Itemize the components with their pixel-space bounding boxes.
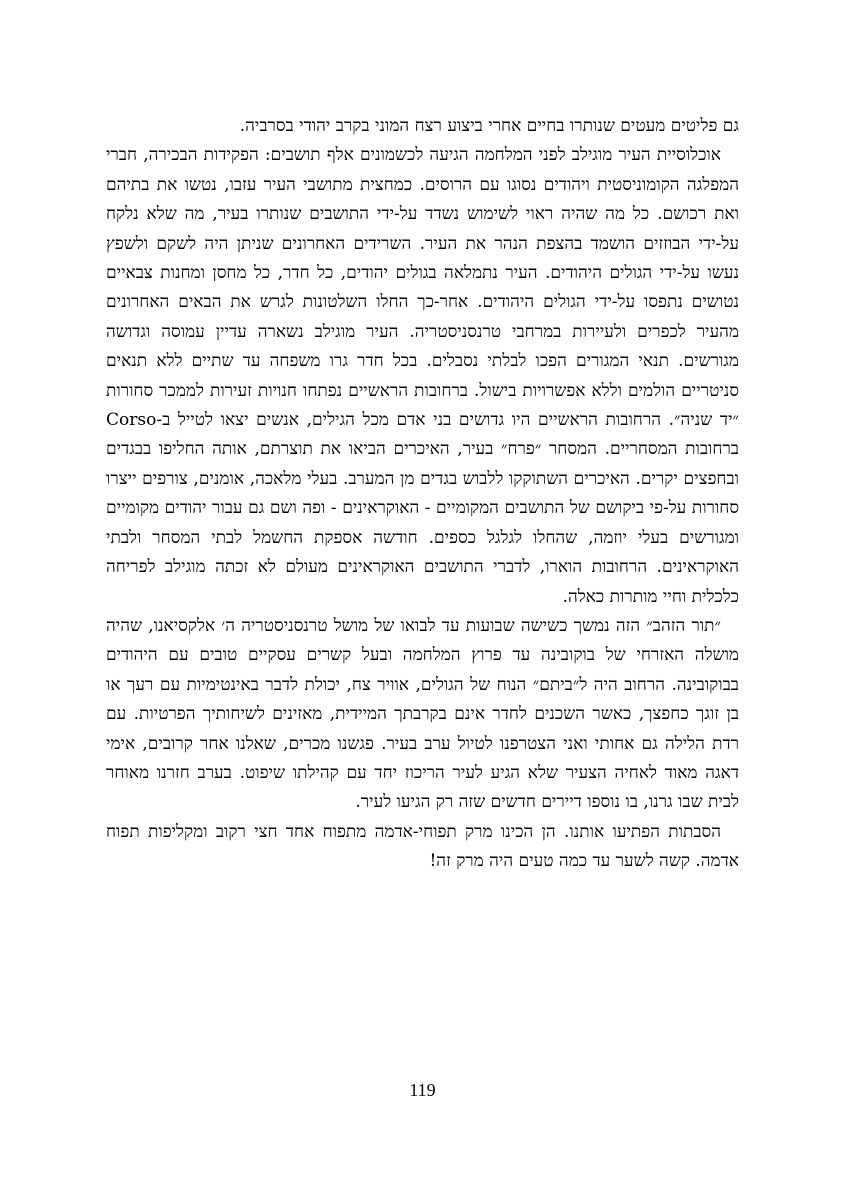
page-number: 119 (409, 1080, 436, 1100)
paragraph: הסבתות הפתיעו אותנו. הן הכינו מרק תפוחי-אדמה מתפוח אחד חצי רקוב ומקליפות תפוח אדמה. קשה לשער עד כמה טעים היה מרק זה! (106, 821, 739, 872)
paragraph: גם פליטים מעטים שנותרו בחיים אחרי ביצוע רצח המוני בקרב יהודי בסרביה. (239, 116, 739, 136)
paragraph: אוכלוסיית העיר מוגילב לפני המלחמה הגיעה לכשמונים אלף תושבים: הפקידות הבכירה, חברי המפלגה הקומוניסטית ויהודים נסוגו עם הרוסים. כמחצית מתושבי העיר עזבו, נטשו את בתיהם ואת רכושם. כל מה שהיה ראוי לשימוש נשדד על-ידי התושבים שנותרו בעיר, מה שלא נלקח על-ידי הבוזזים הושמד בהצפת הנהר את העיר. השרידים האחרונים שניתן היה לשקם ולשפץ נעשו על-ידי הגולים היהודים. העיר נתמלאה בגולים יהודים, כל חדר, כל מחסן ומחנות צבאיים נטושים נתפסו על-ידי הגולים היהודים. אחר-כך החלו השלטונות לגרש את הבאים האחרונים מהעיר לכפרים ולעיירות במרחבי טרנסניסטריה. העיר מוגילב נשארה עדיין עמוסה וגדושה מגורשים. תנאי המגורים הפכו לבלתי נסבלים. בכל חדר גרו משפחה עד שתיים ללא תנאים סניטריים הולמים וללא אפשרויות בישול. ברחובות הראשיים נפתחו חנויות זעירות לממכר סחורות ״יד שניה״. הרחובות הראשיים היו גדושים בני אדם מכל הגילים, אנשים יצאו לטייל ב-Corso ברחובות המסחריים. המסחר ״פרח״ בעיר, האיכרים הביאו את תוצרתם, אותה החליפו בבגדים ובחפצים יקרים. האיכרים השתוקקו ללבוש בגדים מן המערב. בעלי מלאכה, אומנים, צורפים ייצרו סחורות על-פי ביקושם של התושבים המקומיים - האוקראינים - ופה ושם גם עבור יהודים מקומיים ומגורשים בעלי יוזמה, שהחלו לגלגל כספים. חודשה אספקת החשמל לבתי המסחר ולבתי האוקראינים. הרחובות הוארו, לדברי התושבים האוקראינים מעולם לא זכתה מוגילב לפריחה כלכלית וחיי מותרות כאלה. (106, 145, 740, 607)
paragraph: ״תור הזהב״ הזה נמשך כשישה שבועות עד לבואו של מושל טרנסניסטריה ה׳ אלקסיאנו, שהיה מושלה האזרחי של בוקובינה עד פרוץ המלחמה ובעל קשרים עסקיים טובים עם היהודים בבוקובינה. הרחוב היה ל״ביתם״ הנוח של הגולים, אוויר צח, יכולת לדבר באינטימיות עם רעך או בן זוגך כחפצך, כאשר השכנים לחדר אינם בקרבתך המיידית, מאזינים לשיחותיך הפרטיות. עם רדת הלילה גם אחותי ואני הצטרפנו לטיול ערב בעיר. פגשנו מכרים, שאלנו אחר קרובים, אימי דאגה מאוד לאחיה הצעיר שלא הגיע לעיר הריכוז יחד עם קהילתו שיפוט. בערב חזרנו מאוחר לבית שבו גרנו, בו נוספו דיירים חדשים שזה רק הגיעו לעיר. (106, 615, 739, 813)
body-text (106, 112, 739, 877)
